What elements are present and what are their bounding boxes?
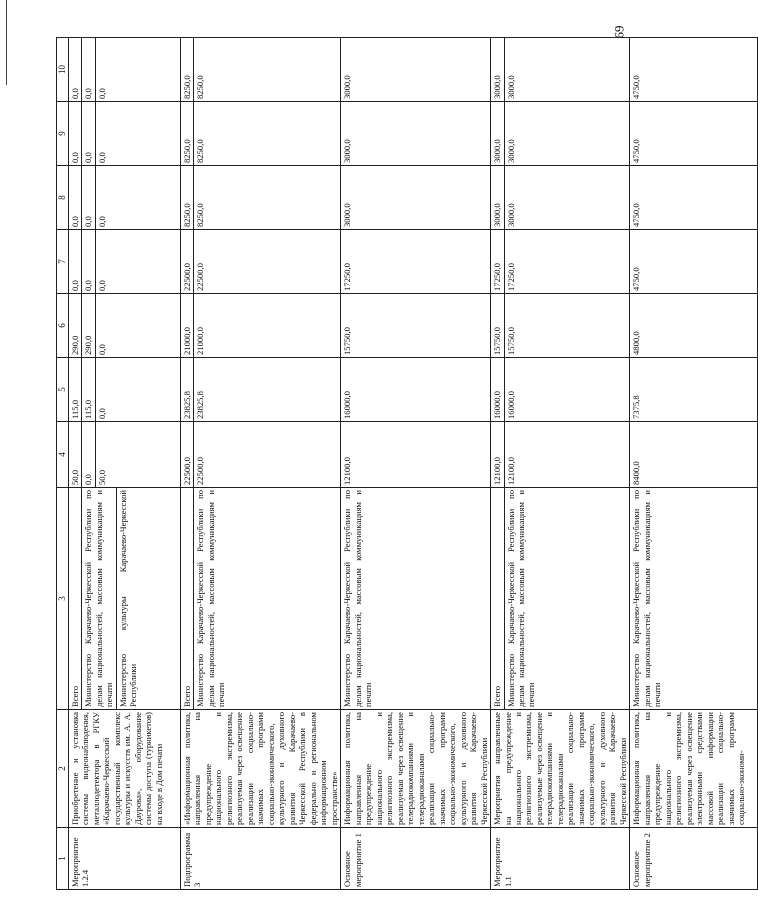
amount-value: 17250,0 bbox=[342, 263, 353, 291]
amount-value: 115,0 bbox=[81, 358, 94, 421]
executor-name: Всего bbox=[181, 685, 192, 707]
table-row bbox=[341, 38, 491, 890]
executor-name: Министерство Карачаево-Черкесской Республики по делам национальностей, массовым коммуникациям и печати bbox=[195, 490, 227, 707]
year-amount-cell bbox=[491, 230, 630, 294]
row-title: Мероприятия направленные на предупреждение национального и религиозного экстремизма, реализуемые через освещение телерадиокомпаниями и телерадиоканалами реализации социально-значимых программ социально-экономического, культурного и духовного развития Карачаево-Черкесской Республики bbox=[491, 710, 630, 828]
year-amount-cell bbox=[630, 358, 758, 422]
amount-value: 3000,0 bbox=[342, 203, 353, 227]
amount-value: 0,0 bbox=[69, 280, 80, 291]
amount-value: 4750,0 bbox=[631, 75, 642, 99]
amount-value: 12100,0 bbox=[492, 457, 503, 485]
amount-value: 21000,0 bbox=[193, 294, 206, 357]
executor-name: Всего bbox=[69, 685, 80, 707]
year-amount-cell bbox=[491, 102, 630, 166]
amount-value: 23825,8 bbox=[181, 391, 192, 419]
executor-cell bbox=[68, 488, 180, 710]
executor-name: Министерство Карачаево-Черкесской Республики по делам национальностей, массовым коммуникациям и печати bbox=[342, 490, 374, 707]
amount-value: 12100,0 bbox=[342, 457, 353, 485]
amount-value: 3000,0 bbox=[504, 38, 517, 101]
amount-value: 22500,0 bbox=[193, 422, 206, 487]
amount-value: 3000,0 bbox=[504, 102, 517, 165]
executor-cell bbox=[491, 488, 630, 710]
year-amount-cell bbox=[341, 422, 491, 488]
amount-value: 115,0 bbox=[69, 399, 80, 419]
header-cell: 6 bbox=[57, 294, 69, 358]
amount-value: 0,0 bbox=[69, 216, 80, 227]
year-amount-cell bbox=[491, 358, 630, 422]
amount-value: 0,0 bbox=[81, 102, 94, 165]
amount-value: 0,0 bbox=[81, 230, 94, 293]
amount-value: 0,0 bbox=[95, 102, 108, 165]
year-amount-cell bbox=[630, 166, 758, 230]
year-amount-cell bbox=[491, 422, 630, 488]
year-amount-cell bbox=[630, 102, 758, 166]
row-code: Мероприятие 1.2.4 bbox=[68, 828, 180, 890]
amount-value: 8250,0 bbox=[193, 38, 206, 101]
amount-value: 8250,0 bbox=[193, 102, 206, 165]
row-title: «Информационная политика, направленная на предупреждение национального и религиозного экстремизма, реализуемая через освещение реализации социально-значимых программ социально-экономического, культурного и духовного развития Карачаево-Черкесской Республики в федерально и региональном информационном пространстве» bbox=[180, 710, 340, 828]
amount-value: 4750,0 bbox=[631, 267, 642, 291]
row-code: Подпрограмма 3 bbox=[180, 828, 340, 890]
amount-value: 0,0 bbox=[95, 230, 108, 293]
table-body bbox=[68, 38, 757, 890]
year-amount-cell bbox=[341, 230, 491, 294]
amount-value: 7375,8 bbox=[631, 395, 642, 419]
header-cell: 5 bbox=[57, 358, 69, 422]
executor-cell bbox=[630, 488, 758, 710]
amount-value: 22500,0 bbox=[181, 263, 192, 291]
executor-cell bbox=[341, 488, 491, 710]
amount-value: 15750,0 bbox=[504, 294, 517, 357]
year-amount-cell bbox=[68, 422, 180, 488]
executor-name: Министерство Карачаево-Черкесской Республики по делам национальностей, массовым коммуникациям и печати bbox=[631, 490, 663, 707]
amount-value: 17250,0 bbox=[504, 230, 517, 293]
amount-value: 4800,0 bbox=[631, 331, 642, 355]
year-amount-cell bbox=[180, 166, 340, 230]
executor-name: Всего bbox=[492, 685, 503, 707]
amount-value: 0,0 bbox=[81, 166, 94, 229]
amount-value: 50,0 bbox=[69, 469, 80, 485]
amount-value: 0,0 bbox=[81, 38, 94, 101]
executor-cell bbox=[180, 488, 340, 710]
amount-value: 22500,0 bbox=[181, 457, 192, 485]
year-amount-cell bbox=[180, 294, 340, 358]
header-cell: 3 bbox=[57, 488, 69, 710]
year-amount-cell bbox=[180, 102, 340, 166]
amount-value: 50,0 bbox=[95, 422, 108, 487]
amount-value: 22500,0 bbox=[193, 230, 206, 293]
year-amount-cell bbox=[491, 38, 630, 102]
amount-value: 290,0 bbox=[81, 294, 94, 357]
scan-edge-mark bbox=[6, 0, 7, 85]
amount-value: 3000,0 bbox=[492, 139, 503, 163]
amount-value: 0,0 bbox=[95, 38, 108, 101]
amount-value: 16000,0 bbox=[492, 391, 503, 419]
amount-value: 0,0 bbox=[69, 88, 80, 99]
amount-value: 4750,0 bbox=[631, 203, 642, 227]
row-code: Мероприятие 1.1 bbox=[491, 828, 630, 890]
amount-value: 15750,0 bbox=[492, 327, 503, 355]
header-cell: 9 bbox=[57, 102, 69, 166]
amount-value: 290,0 bbox=[69, 335, 80, 355]
year-amount-cell bbox=[341, 38, 491, 102]
year-amount-cell bbox=[341, 166, 491, 230]
header-cell: 1 bbox=[57, 828, 69, 890]
year-amount-cell bbox=[68, 38, 180, 102]
amount-value: 17250,0 bbox=[492, 263, 503, 291]
amount-value: 23825,8 bbox=[193, 358, 206, 421]
table-row bbox=[68, 38, 180, 890]
amount-value: 8250,0 bbox=[193, 166, 206, 229]
year-amount-cell bbox=[491, 294, 630, 358]
row-code: Основное мероприятие 1 bbox=[341, 828, 491, 890]
page-number: 69 bbox=[611, 25, 627, 39]
executor-name: Министерство культуры Карачаево-Черкесской Республики bbox=[117, 490, 139, 707]
year-amount-cell bbox=[630, 38, 758, 102]
year-amount-cell bbox=[491, 166, 630, 230]
year-amount-cell bbox=[68, 358, 180, 422]
executor-name: Министерство Карачаево-Черкесской Республики по делам национальностей, массовым коммуникациям и печати bbox=[505, 490, 537, 707]
amount-value: 16000,0 bbox=[504, 358, 517, 421]
amount-value: 8400,0 bbox=[631, 461, 642, 485]
amount-value: 8250,0 bbox=[181, 139, 192, 163]
row-title: Информационная политика, направленная на предупреждение национального и религиозного экстремизма, реализуемая через освещение электронными средствами массовой информации реализации социально-значимых программ социально-экономи- bbox=[630, 710, 758, 828]
header-row bbox=[57, 38, 69, 890]
year-amount-cell bbox=[630, 422, 758, 488]
amount-value: 0,0 bbox=[95, 166, 108, 229]
budget-table bbox=[56, 37, 758, 890]
amount-value: 0,0 bbox=[95, 294, 108, 357]
year-amount-cell bbox=[68, 230, 180, 294]
amount-value: 8250,0 bbox=[181, 75, 192, 99]
year-amount-cell bbox=[180, 422, 340, 488]
year-amount-cell bbox=[180, 38, 340, 102]
amount-value: 3000,0 bbox=[492, 75, 503, 99]
amount-value: 3000,0 bbox=[342, 139, 353, 163]
rotation-wrapper bbox=[56, 38, 747, 890]
table-row bbox=[630, 38, 758, 890]
year-amount-cell bbox=[68, 294, 180, 358]
header-cell: 10 bbox=[57, 38, 69, 102]
header-cell: 8 bbox=[57, 166, 69, 230]
year-amount-cell bbox=[180, 230, 340, 294]
header-cell: 7 bbox=[57, 230, 69, 294]
amount-value: 3000,0 bbox=[492, 203, 503, 227]
amount-value: 8250,0 bbox=[181, 203, 192, 227]
row-title: Приобретение и установка системы видеонаблюдения, металлодетектора в РГКУ «Карачаево-Черкесский государственный комплекс культуры и искусств им. А. А. Даурова», оборудование системы доступа (турникетов) на входе в Дом печати bbox=[68, 710, 180, 828]
year-amount-cell bbox=[68, 102, 180, 166]
executor-name: Министерство Карачаево-Черкесской Республики по делам национальностей, массовым коммуникациям и печати bbox=[83, 490, 115, 707]
amount-value: 3000,0 bbox=[504, 166, 517, 229]
amount-value: 3000,0 bbox=[342, 75, 353, 99]
header-cell: 4 bbox=[57, 422, 69, 488]
row-code: Основное мероприятие 2 bbox=[630, 828, 758, 890]
table-row bbox=[180, 38, 340, 890]
amount-value: 0,0 bbox=[69, 152, 80, 163]
amount-value: 16000,0 bbox=[342, 391, 353, 419]
amount-value: 0,0 bbox=[81, 422, 94, 487]
year-amount-cell bbox=[630, 294, 758, 358]
year-amount-cell bbox=[341, 358, 491, 422]
row-title: Информационная политика, направленная на предупреждение национального и религиозного экстремизма, реализуемая через освещение телерадиокомпаниями и телерадиоканалами реализации социально-значимых программ социально-экономического, культурного и духовного развития Карачаево-Черкесской Республики bbox=[341, 710, 491, 828]
year-amount-cell bbox=[341, 294, 491, 358]
amount-value: 21000,0 bbox=[181, 327, 192, 355]
year-amount-cell bbox=[630, 230, 758, 294]
year-amount-cell bbox=[341, 102, 491, 166]
amount-value: 0,0 bbox=[95, 358, 108, 421]
year-amount-cell bbox=[180, 358, 340, 422]
amount-value: 4750,0 bbox=[631, 139, 642, 163]
amount-value: 12100,0 bbox=[504, 422, 517, 487]
amount-value: 15750,0 bbox=[342, 327, 353, 355]
rotated-table-area bbox=[56, 38, 747, 890]
header-cell: 2 bbox=[57, 710, 69, 828]
table-row bbox=[491, 38, 630, 890]
year-amount-cell bbox=[68, 166, 180, 230]
